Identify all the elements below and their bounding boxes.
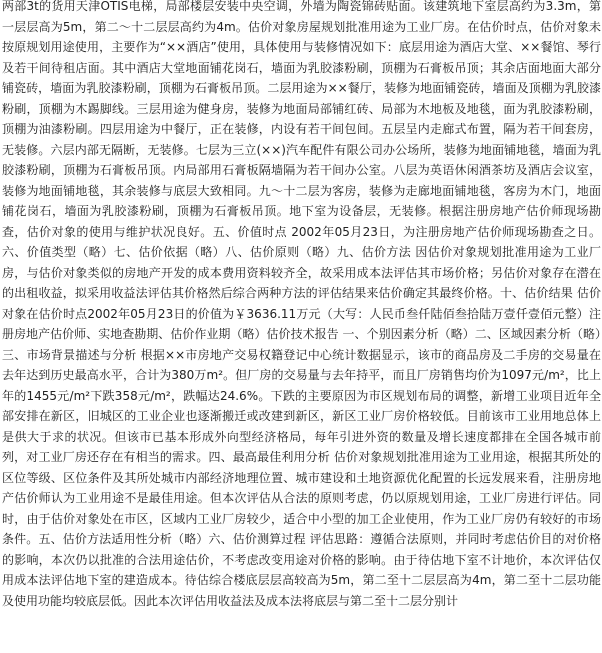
body-paragraph: 两部3t的货用天津OTIS电梯，局部楼层安装中央空调，外墙为陶瓷锦砖贴面。该建筑地下室层高约为3.3m，第一层层高为5m，第二～十二层层高约为4m。估价对象房屋规划批准用途为工业厂房。在估价时点，估价对象未按原规划用途使用，主要作为“××酒店”使用，具体使用与装修情况如下：底层用途为酒店大堂、××餐馆、琴行及若干间待租店面。其中酒店大堂地面铺花岗石，墙面为乳胶漆粉刷，顶棚为石膏板吊顶；其余店面地面大部分铺瓷砖，墙面为乳胶漆粉刷，顶棚为石膏板吊顶。二层用途为××餐厅，装修为地面铺瓷砖，墙面及顶棚为乳胶漆粉刷，顶棚为木踢脚线。三层用途为健身房，装修为地面局部铺红砖、局部为木地板及地毯，面为乳胶漆粉刷，顶棚为油漆粉刷。四层用途为中餐厅，正在装修，内设有若干间包间。五层呈内走廊式布置，隔为若干间套房，无装修。六层内部无隔断，无装修。七层为三立(××)汽车配件有限公司办公场所，装修为地面铺地毯，墙面为乳胶漆粉刷，顶棚为石膏板吊顶。内局部用石膏板隔墙隔为若干间办公室。八层为英语休闲酒茶坊及酒店会议室，装修为地面铺地毯，其余装修与底层大致相同。九～十二层为客房，装修为走廊地面铺地毯，客房为木门，地面铺花岗石，墙面为乳胶漆粉刷，顶棚为石膏板吊顶。地下室为设备层，无装修。根据注册房地产估价师现场勘查，估价对象的使用与维护状况良好。五、价值时点 2002年05月23日，为注册房地产估价师现场勘查之日。六、价值类型（略）七、估价依据（略）八、估价原则（略）九、估价方法 因估价对象规划批准用途为工业厂房，与估价对象类似的房地产开发的成本费用资料较齐全，故采用成本法评估其市场价格；另估价对象存在潜在的出租收益，拟采用收益法评估其价格然后综合两种方法的评估结果来估价确定其最终价格。十、估价结果 估价对象在估价时点2002年05月23日的价值为￥3636.11万元（大写：人民币叁仟陆佰叁拾陆万壹仟壹佰元整）注册房地产估价师、实地查勘期、估价作业期（略）估价技术报告 一、个别因素分析（略）二、区域因素分析（略）三、市场背景描述与分析 根据××市房地产交易权籍登记中心统计数据显示，该市的商品房及二手房的交易量在去年达到历史最高水平，合计为380万m²。但厂房的交易量与去年持平，而且厂房销售均价为1097元/m²，比上年的1455元/m²下跌358元/m²，跌幅达24.6%。下跌的主要原因为市区规划布局的调整，新增工业项目近年全部安排在新区，旧城区的工业企业也逐渐搬迁或改建到新区，新区工业厂房价格较低。目前该市工业用地总体上是供大于求的状况。但该市已基本形成外向型经济格局，每年引进外资的数量及增长速度都排在全国各城市前列，对工业厂房还存在有相当的需求。四、最高最佳利用分析 估价对象规划批准用途为工业用途，根据其所处的区位等级、区位条件及其所处城市内部经济地理位置、城市建设和土地资源优化配置的长远发展来看，注册房地产估价师认为工业用途不是最佳用途。但本次评估从合法的原则考虑，仍以原规划用途，工业厂房进行评估。同时，由于估价对象处在市区，区域内工业厂房较少，适合中小型的加工企业使用，作为工业厂房仍有较好的市场条件。五、估价方法适用性分析（略）六、估价测算过程 评估思路：遵循合法原则，并同时考虑估价目的对价格的影响，本次仍以批准的合法用途估价，不考虑改变用途对价格的影响。由于待估地下室不计地价，本次评估仅用成本法评估地下室的建造成本。待估综合楼底层层高较高为5m，第二至十二层层高为4m，第二至十二层功能及使用功能均较底层低。因此本次评估用收益法及成本法将底层与第二至十二层分别计 — [2, 0, 601, 608]
